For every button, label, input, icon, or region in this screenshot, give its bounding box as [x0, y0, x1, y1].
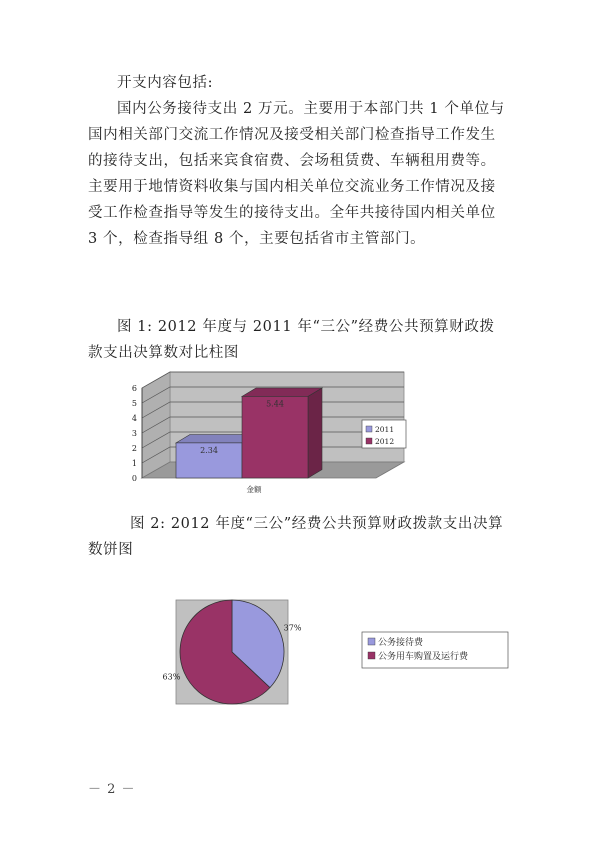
pie-label-1: 37%	[283, 623, 302, 633]
pie-legend-label-2: 公务用车购置及运行费	[378, 652, 469, 662]
bar-chart	[128, 368, 418, 496]
legend-swatch-2012	[366, 438, 372, 444]
pie-legend-swatch-1	[368, 638, 375, 645]
page-number: － 2 －	[88, 782, 136, 797]
legend-label-2012: 2012	[375, 437, 395, 446]
y-tick-label: 6	[131, 384, 137, 393]
pie-label-2: 63%	[162, 672, 181, 682]
bar-legend	[362, 420, 406, 448]
data-label-2011: 2.34	[200, 445, 218, 455]
legend-swatch-2011	[366, 426, 372, 432]
y-tick-label: 0	[131, 474, 137, 483]
y-tick-label: 4	[131, 414, 137, 423]
pie-legend	[362, 632, 508, 668]
section-heading: 开支内容包括:	[117, 75, 214, 91]
pie-legend-swatch-2	[368, 652, 375, 659]
bar-2012	[242, 396, 308, 478]
body-paragraph: 国内公务接待支出 2 万元。主要用于本部门共 1 个单位与国内相关部门交流工作情况及接受相关部门检查指导工作发生的接待支出，包括来宾食宿费、会场租赁费、车辆租用费等。主要用于地情资料收集与国内相关单位交流业务工作情况及接受工作检查指导等发生的接待支出。全年共接待国内相关单位 3 个，检查指导组 8 个，主要包括省市主管部门。	[88, 101, 505, 247]
pie-legend-label-1: 公务接待费	[378, 638, 424, 648]
bar-side-2012	[308, 388, 322, 478]
figure1-caption: 图 1: 2012 年度与 2011 年“三公”经费公共预算财政拨款支出决算数对比柱图	[88, 319, 495, 361]
y-tick-label: 3	[131, 429, 137, 438]
data-label-2012: 5.44	[266, 399, 284, 409]
y-tick-label: 5	[131, 399, 137, 408]
bar-top-2012	[242, 388, 322, 396]
legend-label-2011: 2011	[375, 425, 395, 434]
figure2-caption: 图 2: 2012 年度“三公”经费公共预算财政拨款支出决算数饼图	[88, 516, 504, 558]
y-tick-label: 1	[131, 459, 137, 468]
category-label: 金额	[246, 485, 262, 494]
y-tick-label: 2	[131, 444, 137, 453]
pie-chart	[162, 596, 512, 708]
